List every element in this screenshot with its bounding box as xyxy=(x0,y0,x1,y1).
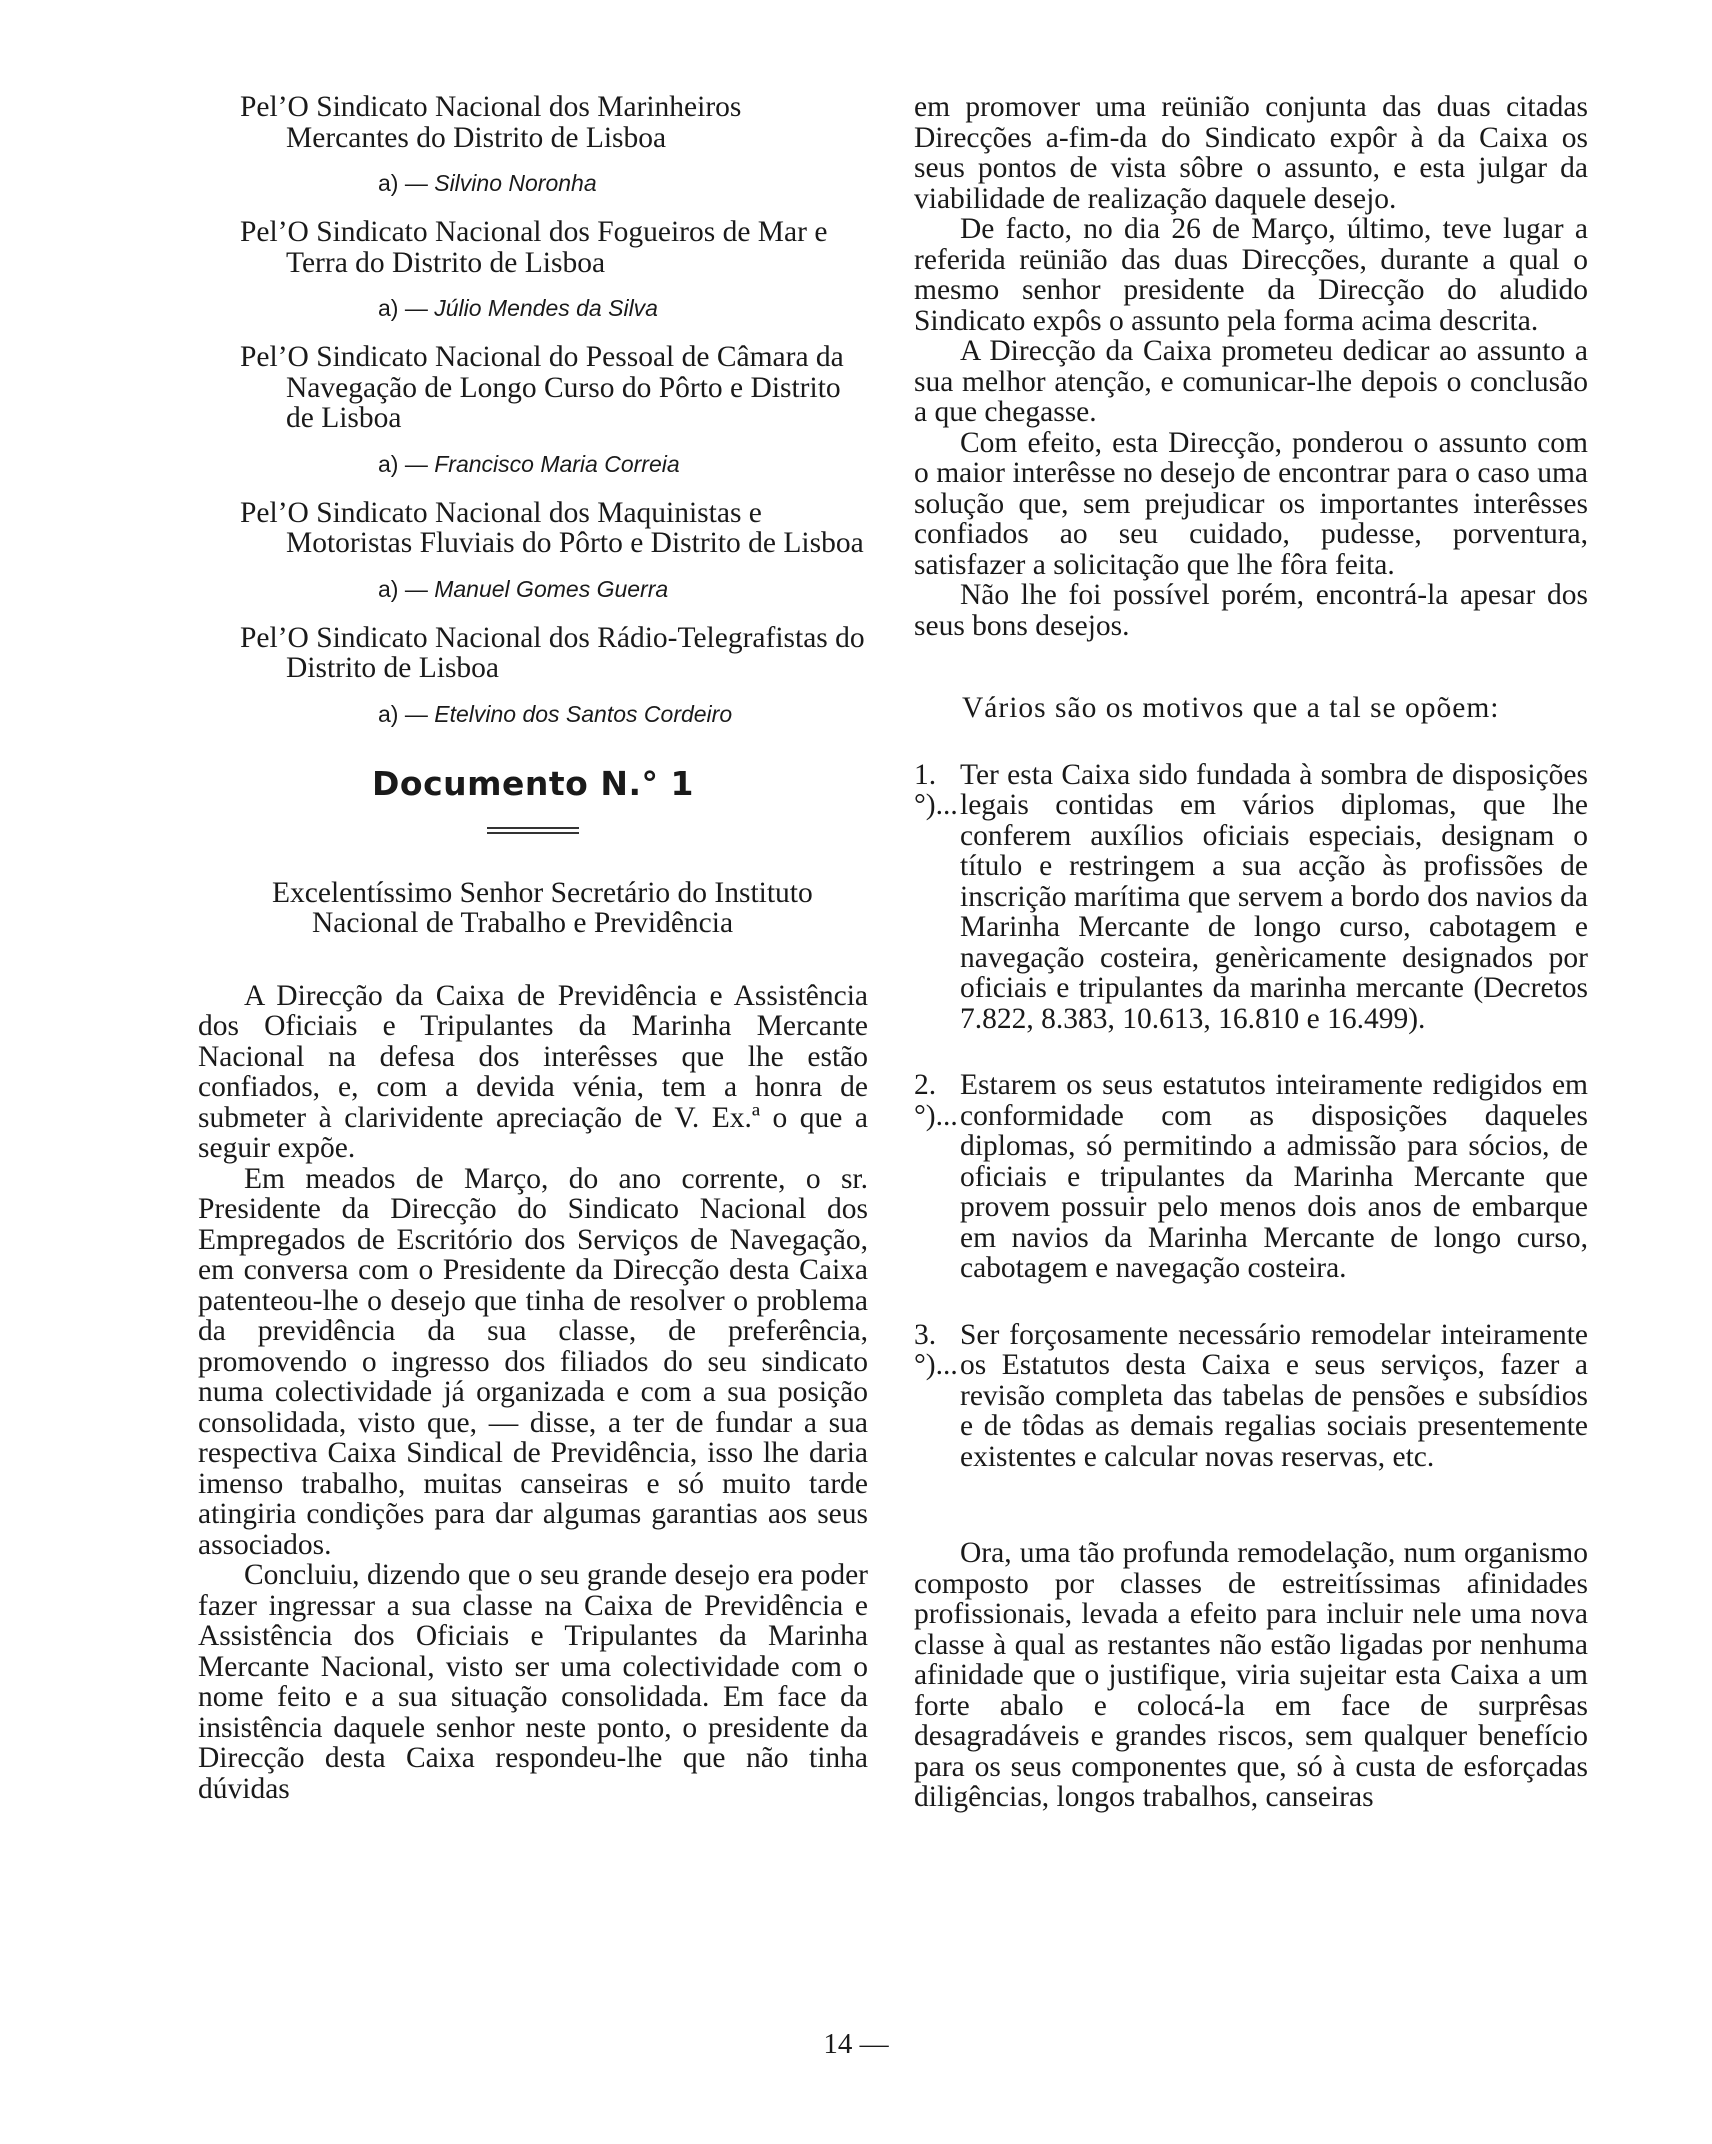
signature-prefix: a) — xyxy=(378,575,435,602)
signature-block xyxy=(198,498,868,603)
paragraph: Em meados de Março, do ano corrente, o sr. Presidente da Direcção do Sindicato Nacional dos Empregados de Escritório dos Serviços de Navegação, em conversa com o Presidente da Direcção desta Caixa patenteou-lhe o desejo que tinha de resolver o problema da previdência da sua classe, de preferência, promovendo o ingresso dos filiados do seu sindicato numa colectividade já organizada e com a sua posição consolidada, visto que, — disse, a ter de fundar a sua respectiva Caixa Sindical de Previdência, isso lhe daria imenso trabalho, muitas canseiras e só muito tarde atingiria condições para dar algumas garantias aos seus associados. xyxy=(198,1162,868,1561)
signature-block xyxy=(198,217,868,322)
letter-body-right xyxy=(914,92,1588,641)
reason-number: 2.°)... xyxy=(914,1069,958,1132)
union-name: Pel’O Sindicato Nacional dos Maquinistas e Motoristas Fluviais do Pôrto e Distrito de Lisboa xyxy=(240,496,864,559)
signature-prefix: a) — xyxy=(378,295,435,321)
reasons-intro: Vários são os motivos que a tal se opõem: xyxy=(962,692,1500,724)
union-name: Pel’O Sindicato Nacional dos Fogueiros de Mar e Terra do Distrito de Lisboa xyxy=(240,216,828,279)
signer-name: Francisco Maria Correia xyxy=(434,450,680,477)
paragraph: De facto, no dia 26 de Março, último, teve lugar a referida reünião das duas Direcções, durante a qual o mesmo senhor presidente da Direcção do aludido Sindicato expôs o assunto pela forma acima descrita. xyxy=(914,213,1588,337)
title-divider xyxy=(487,827,579,834)
signature-line xyxy=(378,450,868,478)
paragraph: Com efeito, esta Direcção, ponderou o assunto com o maior interêsse no desejo de encontrar para o caso uma solução que, sem prejudicar os importantes interêsses confiados ao seu cuidado, pudesse, porventura, satisfazer a solicitação que lhe fôra feita. xyxy=(914,426,1588,581)
reason-number: 1.°)... xyxy=(914,758,958,821)
paragraph: Concluiu, dizendo que o seu grande desejo era poder fazer ingressar a sua classe na Caixa de Previdência e Assistência dos Oficiais e Tripulantes da Marinha Mercante Nacional, visto ser uma colectividade com o nome feito e a sua situação consolidada. Em face da insistência daquele senhor neste ponto, o presidente da Direcção desta Caixa respondeu-lhe que não tinha dúvidas xyxy=(198,1559,868,1805)
document-title: Documento N.° 1 xyxy=(372,763,694,803)
signature-block xyxy=(198,342,868,478)
signer-name: Manuel Gomes Guerra xyxy=(434,575,669,602)
reason-item xyxy=(914,1070,1588,1284)
signature-line xyxy=(378,169,868,197)
union-name: Pel’O Sindicato Nacional do Pessoal de Câmara da Navegação de Longo Curso do Pôrto e Distrito de Lisboa xyxy=(240,341,844,434)
reason-number: 3.°)... xyxy=(914,1318,958,1381)
signature-block xyxy=(198,623,868,728)
signature-line xyxy=(378,700,868,728)
paragraph: Não lhe foi possível porém, encontrá-la apesar dos seus bons desejos. xyxy=(914,579,1588,642)
letter-addressee: Excelentíssimo Senhor Secretário do Instituto Nacional de Trabalho e Previdência xyxy=(272,876,813,939)
reason-item xyxy=(914,760,1588,1035)
reason-text: Ter esta Caixa sido fundada à sombra de disposições legais contidas em vários diplomas, que lhe conferem auxílios oficiais especiais, designam o título e restringem a sua acção às profissões de inscrição marítima que servem a bordo dos navios da Marinha Mercante de longo curso, cabotagem e navegação costeira, genèricamente designados por oficiais e tripulantes da marinha mercante (Decretos 7.822, 8.383, 10.613, 16.810 e 16.499). xyxy=(960,758,1588,1035)
signature-prefix: a) — xyxy=(378,700,435,727)
signature-block xyxy=(198,92,868,197)
paragraph: A Direcção da Caixa de Previdência e Assistência dos Oficiais e Tripulantes da Marinha Mercante Nacional na defesa dos interêsses que lhe estão confiados, e, com a devida vénia, tem a honra de submeter à clarividente apreciação de V. Ex.ª o que a seguir expõe. xyxy=(198,979,868,1164)
signer-name: Etelvino dos Santos Cordeiro xyxy=(434,700,733,727)
paragraph: em promover uma reünião conjunta das duas citadas Direcções a-fim-da do Sindicato expôr à da Caixa os seus pontos de vista sôbre o assunto, e esta julgar da viabilidade de realização daquele desejo. xyxy=(914,91,1588,215)
paragraph: A Direcção da Caixa prometeu dedicar ao assunto a sua melhor atenção, e comunicar-lhe depois o conclusão a que chegasse. xyxy=(914,335,1588,428)
paragraph: Ora, uma tão profunda remodelação, num organismo composto por classes de estreitíssimas afinidades profissionais, levada a efeito para incluir nele uma nova classe à qual as restantes não estão ligadas por nenhuma afinidade que o justifique, viria sujeitar esta Caixa a um forte abalo e colocá-la em face de surprêsas desagradáveis e grandes riscos, sem qualquer benefício para os seus componentes que, só à custa de esforçadas diligências, longos trabalhos, canseiras xyxy=(914,1537,1588,1813)
signature-line xyxy=(378,294,868,322)
signer-name: Júlio Mendes da Silva xyxy=(434,295,658,321)
reason-item xyxy=(914,1320,1588,1473)
letter-body-left xyxy=(198,981,868,1805)
signature-prefix: a) — xyxy=(378,450,435,477)
union-name: Pel’O Sindicato Nacional dos Marinheiros Mercantes do Distrito de Lisboa xyxy=(240,91,742,154)
signature-line xyxy=(378,575,868,603)
reason-text: Ser forçosamente necessário remodelar inteiramente os Estatutos desta Caixa e seus serviços, fazer a revisão completa das tabelas de pensões e subsídios e de tôdas as demais regalias sociais presentemente existentes e calcular novas reservas, etc. xyxy=(960,1318,1588,1473)
signature-prefix: a) — xyxy=(378,170,435,196)
reason-text: Estarem os seus estatutos inteiramente redigidos em conformidade com as disposições daqueles diplomas, só permitindo a admissão para sócios, de oficiais e tripulantes da Marinha Mercante que provem possuir pelo menos dois anos de embarque em navios da Marinha Mercante de longo curso, cabotagem e navegação costeira. xyxy=(960,1069,1588,1284)
union-name: Pel’O Sindicato Nacional dos Rádio-Telegrafistas do Distrito de Lisboa xyxy=(240,621,865,684)
right-column xyxy=(914,92,1588,1813)
signer-name: Silvino Noronha xyxy=(434,170,597,196)
closing-paragraph xyxy=(914,1538,1588,1813)
page-number: 14 — xyxy=(823,2028,889,2060)
left-column xyxy=(198,92,868,1804)
